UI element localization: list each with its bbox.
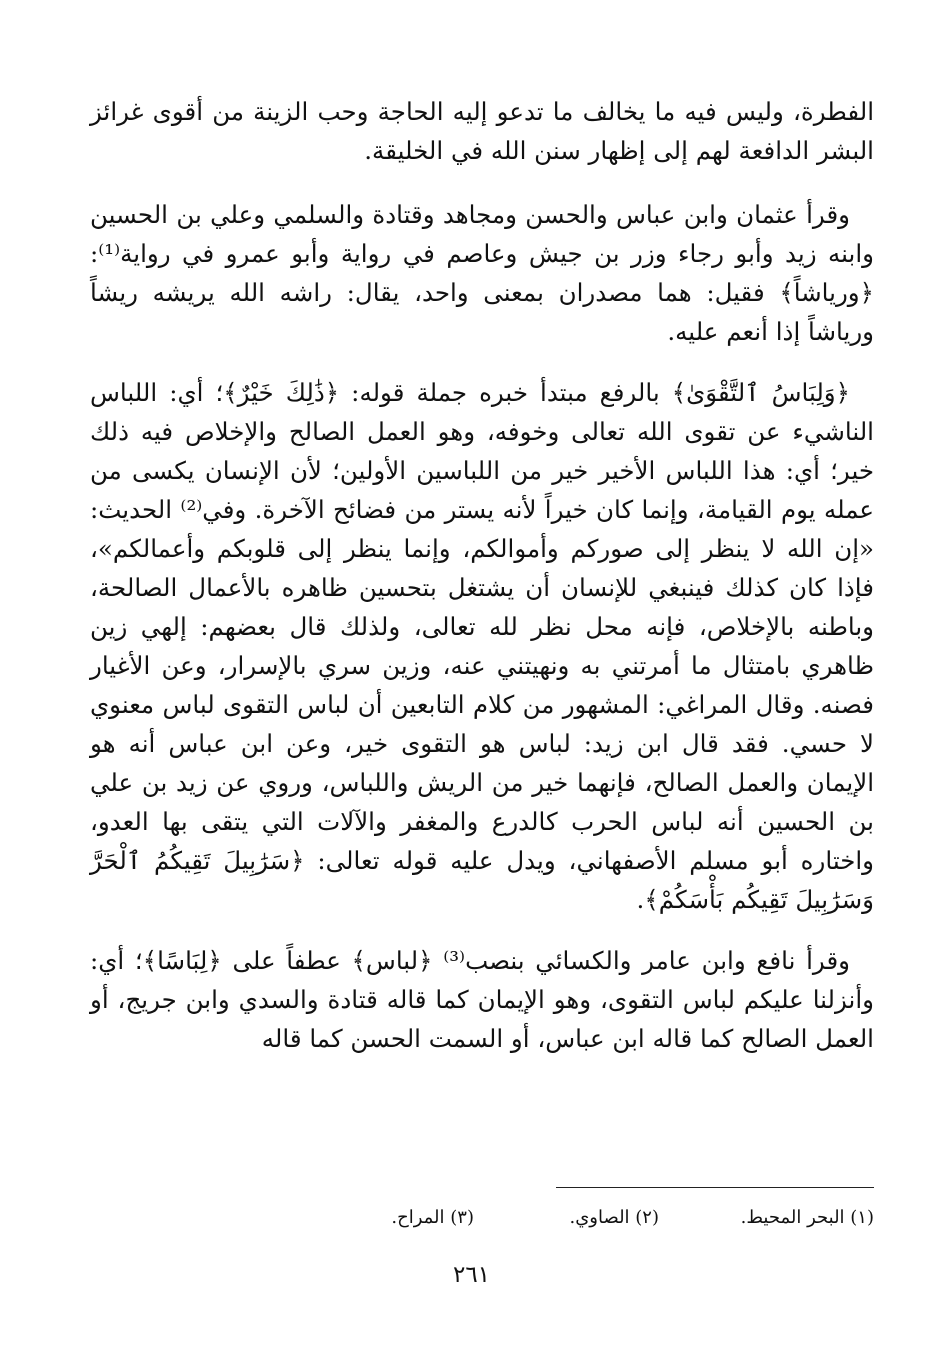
footnote-1: (١) البحر المحيط. — [740, 1207, 874, 1228]
footnote-divider — [556, 1187, 874, 1188]
footnotes — [214, 1203, 874, 1233]
page-body — [90, 92, 874, 1058]
paragraph-4: وقرأ نافع وابن عامر والكسائي بنصب⁽³⁾ ﴿لباس﴾ عطفاً على ﴿لِبَاسًا﴾؛ أي: وأنزلنا عليكم لباس التقوى، وهو الإيمان كما قاله قتادة والسدي وابن جريج، أو العمل الصالح كما قاله ابن عباس، أو السمت الحسن كما قاله — [90, 946, 874, 1053]
paragraph-1: الفطرة، وليس فيه ما يخالف ما تدعو إليه الحاجة وحب الزينة من أقوى غرائز البشر الدافعة لهم إلى إظهار سنن الله في الخليقة. — [90, 97, 874, 165]
paragraph-2: وقرأ عثمان وابن عباس والحسن ومجاهد وقتادة والسلمي وعلي بن الحسين وابنه زيد وأبو رجاء وزر بن جيش وعاصم في رواية وأبو عمرو في رواية⁽¹⁾: ﴿ورياشاً﴾ فقيل: هما مصدران بمعنى واحد، يقال: راشه الله يريشه ريشاً ورياشاً إذا أنعم عليه. — [90, 200, 874, 346]
paragraph-3: ﴿وَلِبَاسُ ٱلتَّقْوَىٰ﴾ بالرفع مبتدأ خبره جملة قوله: ﴿ذَٰلِكَ خَيْرٌ﴾؛ أي: اللباس الناشيء عن تقوى الله تعالى وخوفه، وهو العمل الصالح والإخلاص فيه ذلك خير؛ أي: هذا اللباس الأخير خير من اللباسين الأولين؛ لأن الإنسان يكسى من عمله يوم القيامة، وإنما كان خيراً لأنه يستر من فضائح الآخرة. وفي⁽²⁾ الحديث: «إن الله لا ينظر إلى صوركم وأموالكم، وإنما ينظر إلى قلوبكم وأعمالكم»، فإذا كان كذلك فينبغي للإنسان أن يشتغل بتحسين ظاهره بالأعمال الصالحة، وباطنه بالإخلاص، فإنه محل نظر لله تعالى، ولذلك قال بعضهم: إلهي زين ظاهري بامتثال ما أمرتني به ونهيتني عنه، وزين سري بالإسرار، وعن الأغيار فصنه. وقال المراغي: المشهور من كلام التابعين أن لباس التقوى لباس معنوي لا حسي. فقد قال ابن زيد: لباس هو التقوى خير، وعن ابن عباس أنه هو الإيمان والعمل الصالح، فإنهما خير من الريش واللباس، وروي عن زيد بن علي بن الحسين أنه لباس الحرب كالدرع والمغفر والآلات التي يتقى بها العدو، واختاره أبو مسلم الأصفهاني، ويدل عليه قوله تعالى: ﴿سَرَٰبِيلَ تَقِيكُمُ ٱلْحَرَّ وَسَرَٰبِيلَ تَقِيكُم بَأْسَكُمْ﴾. — [90, 378, 874, 914]
footnote-2: (٢) الصاوي. — [569, 1207, 659, 1228]
page-number: ٢٦١ — [452, 1262, 491, 1288]
footnote-3: (٣) المراح. — [391, 1207, 474, 1228]
